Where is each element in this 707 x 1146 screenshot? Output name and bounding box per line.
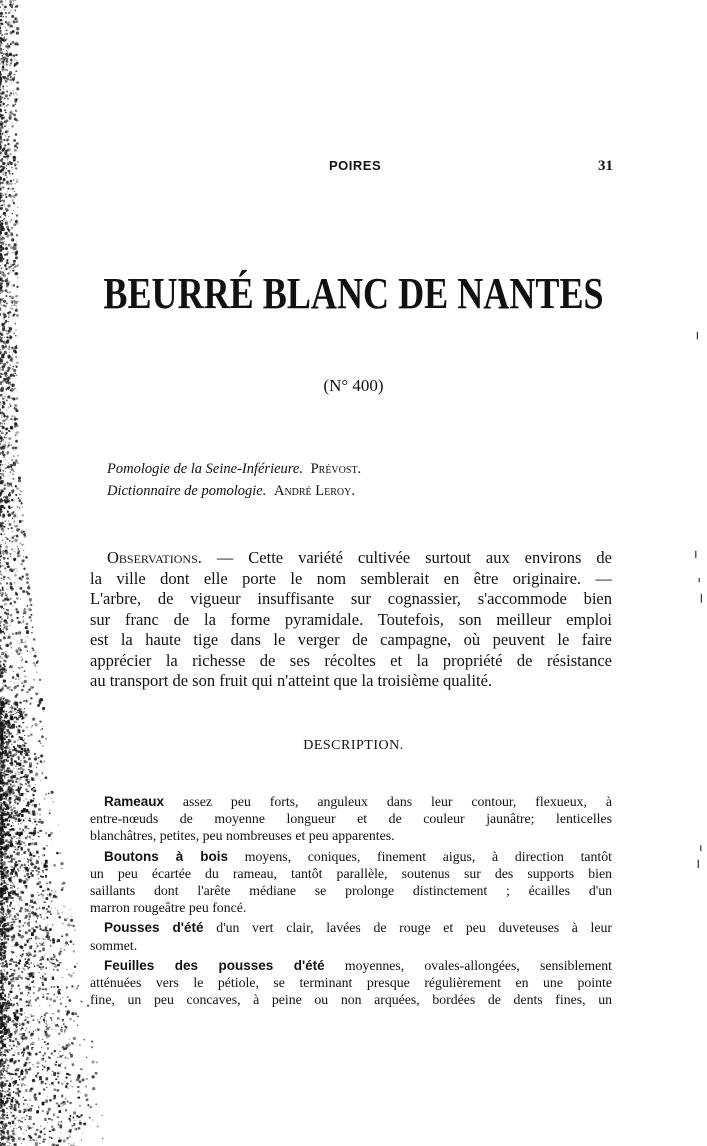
text-line: au transport de son fruit qui n'atteint que la troisième qualité. — [90, 671, 493, 690]
text-line: saillants dont l'arête médiane se prolonge distinctement ; écailles d'un — [90, 883, 612, 899]
text-line: marron rougeâtre peu foncé. — [90, 900, 247, 916]
entry-term: Feuilles des pousses d'été — [104, 957, 325, 973]
text-line: est la haute tige dans le verger de campagne, où peuvent le faire — [90, 630, 612, 649]
reference-item — [107, 480, 361, 502]
text-line: Pousses d'été d'un vert clair, lavées de rouge et peu duveteuses à leur — [104, 920, 613, 936]
reference-author: Prévost. — [310, 461, 362, 477]
reference-work: Dictionnaire de pomologie. — [107, 483, 267, 499]
description-entry-pousses — [90, 919, 612, 953]
reference-item — [107, 458, 361, 480]
reference-author: André Leroy. — [273, 483, 355, 499]
text-line: blanchâtres, petites, peu nombreuses et peu apparentes. — [90, 828, 395, 844]
text-line: atténuées vers le pétiole, se terminant presque régulièrement en une pointe — [90, 975, 612, 991]
references — [107, 458, 361, 502]
description-entry-boutons — [90, 848, 612, 917]
text-line: un peu écartée du rameau, tantôt parallèle, soutenus sur des supports bien — [90, 865, 612, 881]
text-line: sur franc de la forme pyramidale. Toutefois, son meilleur emploi — [90, 609, 612, 629]
description-entry-rameaux — [90, 793, 612, 845]
observations-paragraph — [90, 548, 612, 692]
text-line: apprécier la richesse de ses récoltes et la propriété de résistance — [90, 650, 612, 670]
entry-term: Pousses d'été — [104, 920, 204, 936]
text-line: fine, un peu concaves, à peine ou non arquées, bordées de dents fines, un — [90, 992, 612, 1008]
description-entry-feuilles — [90, 957, 612, 1009]
text-line: la ville dont elle porte le nom semblerait en être originaire. — — [90, 568, 612, 588]
page-title: BEURRÉ BLANC DE NANTES — [103, 269, 604, 318]
text-line: entre-nœuds de moyenne longueur et de couleur jaunâtre; lenticelles — [90, 811, 612, 827]
running-head — [0, 158, 707, 182]
variety-number: (N° 400) — [323, 376, 384, 395]
text-line: Boutons à bois moyens, coniques, finement aigus, à direction tantôt — [104, 848, 612, 864]
description-heading: DESCRIPTION. — [303, 738, 404, 753]
page-number: 31 — [598, 158, 613, 174]
text-line: Observations. — Cette variété cultivée surtout aux environs de — [107, 548, 612, 567]
text-line: sommet. — [90, 937, 138, 953]
text-line: L'arbre, de vigueur insuffisante sur cognassier, s'accommode bien — [90, 589, 612, 608]
text-line: Feuilles des pousses d'été moyennes, ovales-allongées, sensiblement — [104, 957, 612, 973]
entry-term: Rameaux — [104, 794, 165, 809]
text-line: Rameaux assez peu forts, anguleux dans leur contour, flexueux, à — [104, 794, 612, 809]
entry-term: Boutons à bois — [104, 848, 229, 864]
running-head-title: POIRES — [329, 158, 382, 173]
reference-work: Pomologie de la Seine-Inférieure. — [107, 461, 303, 477]
description-body — [90, 793, 612, 1011]
observations-lead: Observations. — [107, 548, 202, 567]
